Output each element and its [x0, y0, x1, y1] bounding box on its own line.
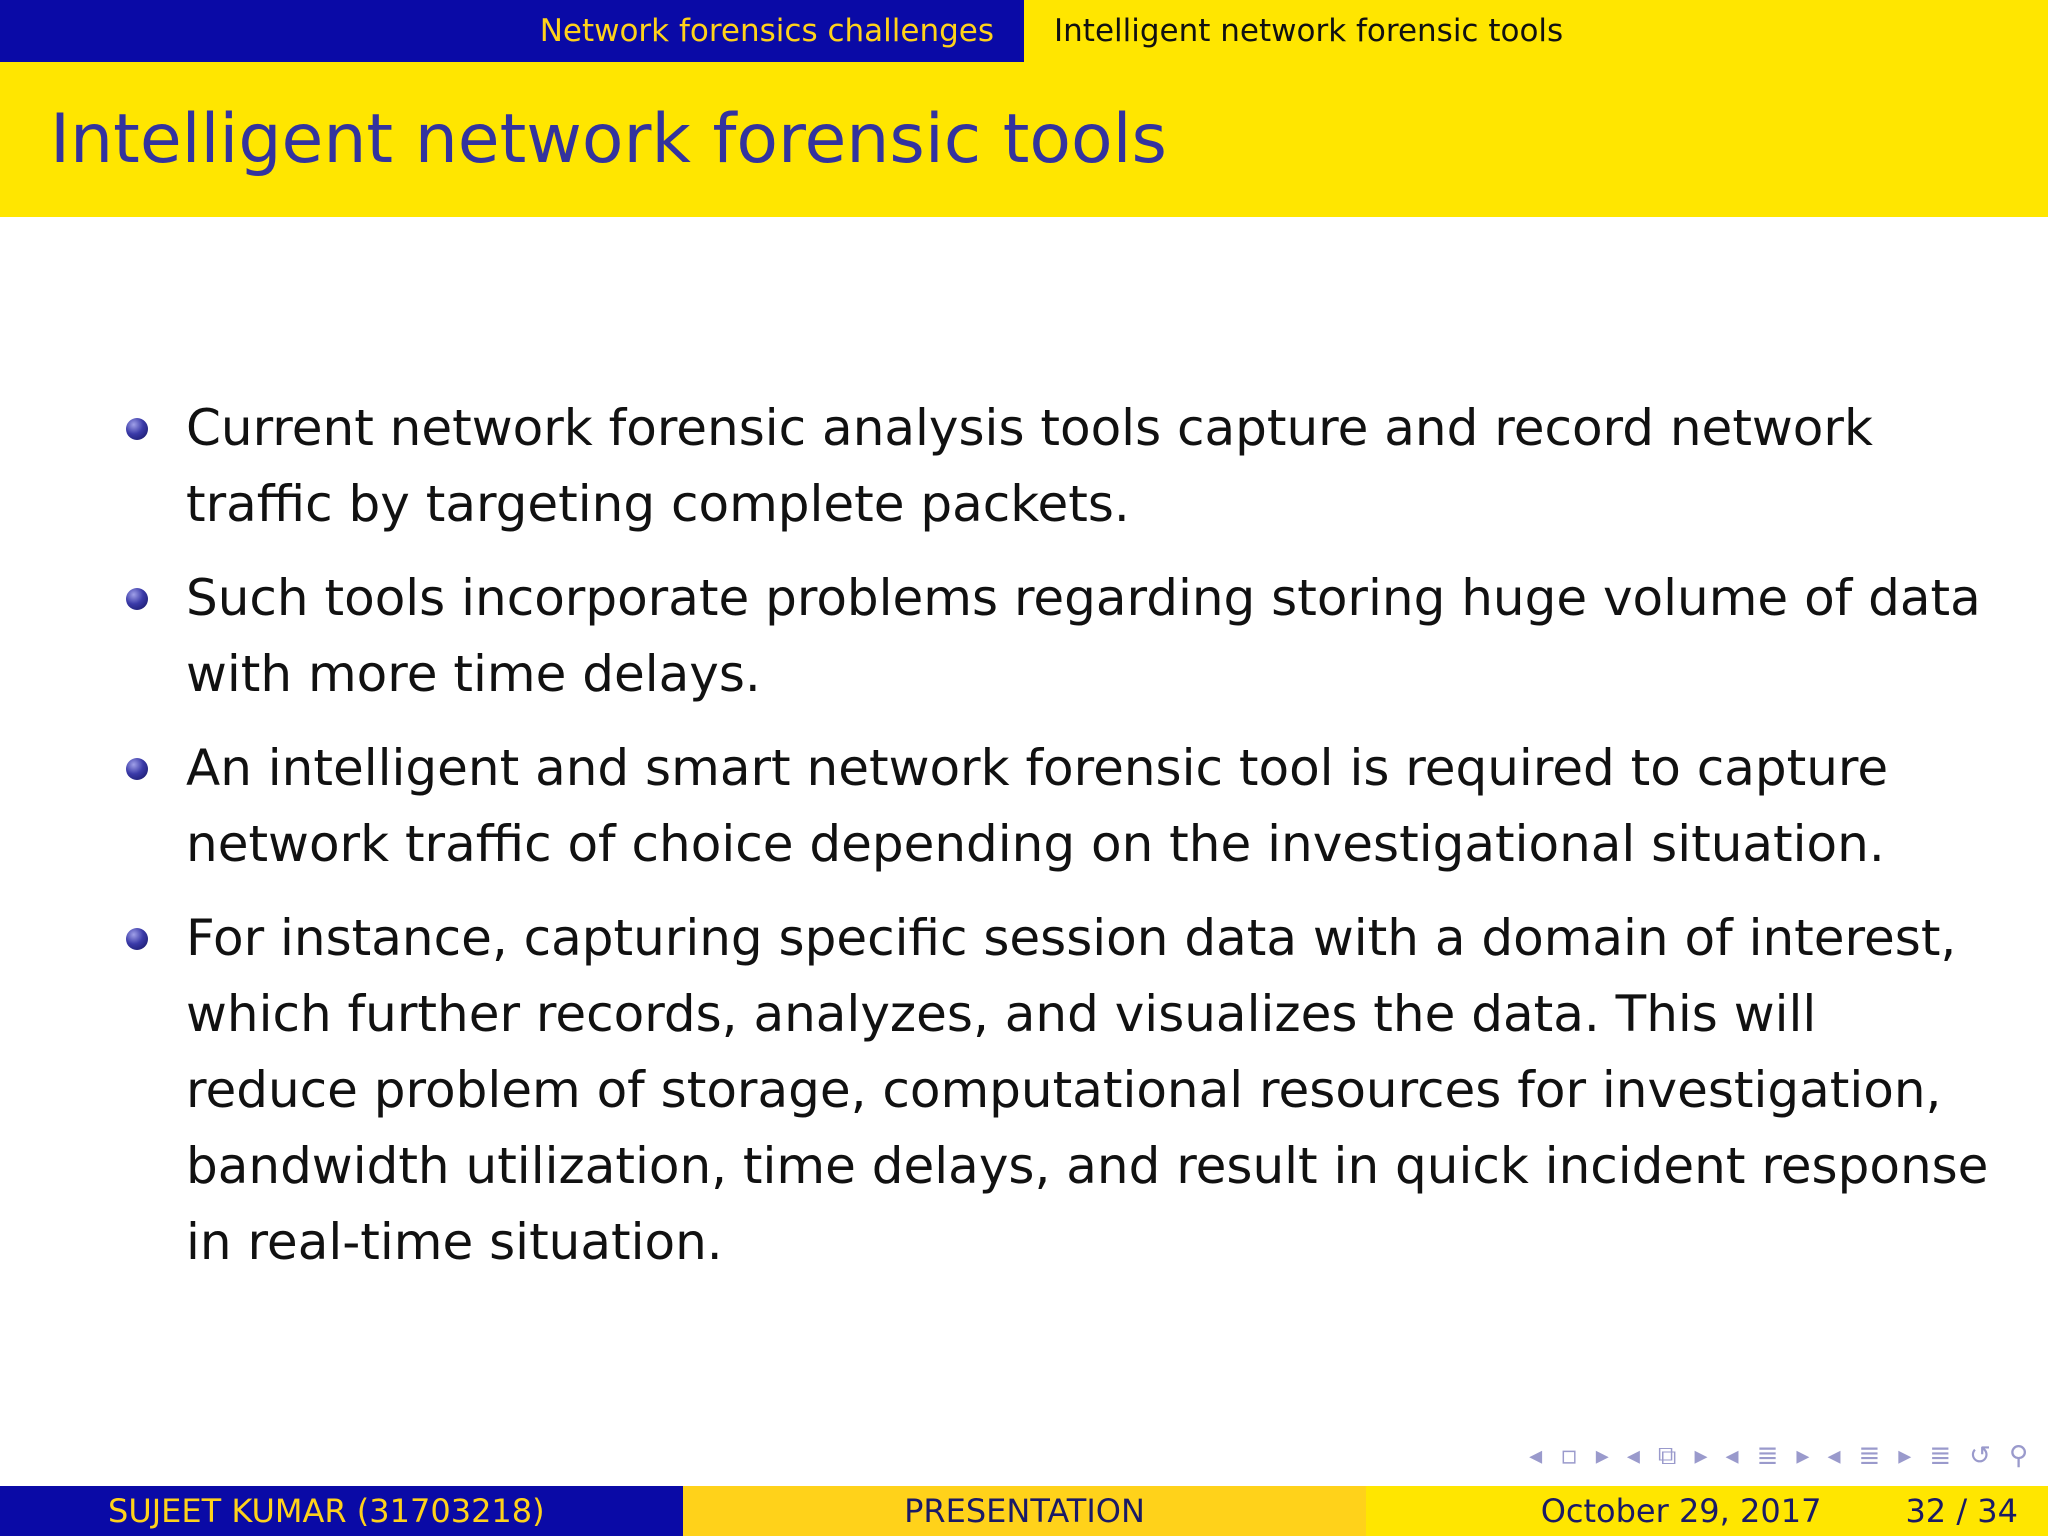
headline-section-prev[interactable]: [0, 0, 1024, 62]
footer-author: SUJEET KUMAR (31703218): [0, 1486, 683, 1536]
footer-page-number: 32 / 34: [1905, 1492, 2018, 1530]
nav-next-section-icon[interactable]: ▸: [1898, 1441, 1912, 1471]
footline-bar: [0, 1486, 2048, 1536]
bullet-text: For instance, capturing specific session data with a domain of interest, which further records, analyzes, and visualizes the data. This will reduce problem of storage, computational resources for investigation, bandwidth utilization, time delays, and result in quick incident response in real-time situation.: [186, 909, 1989, 1271]
headline-section-prev-label: Network forensics challenges: [539, 13, 994, 49]
headline-section-current[interactable]: [1024, 0, 2048, 62]
nav-frame-icon[interactable]: ⧉: [1657, 1440, 1677, 1471]
bullet-item: [120, 900, 2000, 1280]
bullet-text: Such tools incorporate problems regarding storing huge volume of data with more time delays.: [186, 569, 1981, 703]
headline-bar: [0, 0, 2048, 62]
bullet-ball-icon: [126, 418, 148, 440]
slide-content: [120, 390, 2000, 1298]
slide-title: Intelligent network forensic tools: [50, 100, 1167, 179]
bullet-text: Current network forensic analysis tools capture and record network traffic by targeting complete packets.: [186, 399, 1873, 533]
nav-section-icon[interactable]: ≣: [1858, 1441, 1881, 1471]
footer-date: October 29, 2017: [1540, 1492, 1822, 1530]
nav-prev-slide-icon[interactable]: ◂: [1529, 1441, 1543, 1471]
bullet-item: [120, 730, 2000, 882]
footer-date-page: [1366, 1486, 2048, 1536]
bullet-ball-icon: [126, 758, 148, 780]
nav-slide-icon[interactable]: ▫: [1560, 1441, 1578, 1471]
headline-section-current-label: Intelligent network forensic tools: [1054, 13, 1564, 49]
bullet-ball-icon: [126, 928, 148, 950]
nav-document-icon[interactable]: ≣: [1929, 1441, 1952, 1471]
nav-back-icon[interactable]: ↺: [1969, 1441, 1991, 1471]
bullet-item: [120, 390, 2000, 542]
bullet-text: An intelligent and smart network forensic tool is required to capture network traffic of choice depending on the investigational situation.: [186, 739, 1889, 873]
nav-prev-section-icon[interactable]: ◂: [1827, 1441, 1841, 1471]
nav-next-frame-icon[interactable]: ▸: [1694, 1441, 1708, 1471]
nav-subsection-icon[interactable]: ≣: [1756, 1441, 1779, 1471]
nav-next-slide-icon[interactable]: ▸: [1595, 1441, 1609, 1471]
frame-title-bar: [0, 62, 2048, 217]
nav-prev-frame-icon[interactable]: ◂: [1626, 1441, 1640, 1471]
nav-next-subsection-icon[interactable]: ▸: [1796, 1441, 1810, 1471]
footer-title: PRESENTATION: [683, 1486, 1366, 1536]
nav-prev-subsection-icon[interactable]: ◂: [1725, 1441, 1739, 1471]
nav-search-icon[interactable]: ⚲: [2008, 1441, 2028, 1471]
beamer-navigation: [1529, 1438, 2028, 1474]
bullet-item: [120, 560, 2000, 712]
bullet-ball-icon: [126, 588, 148, 610]
